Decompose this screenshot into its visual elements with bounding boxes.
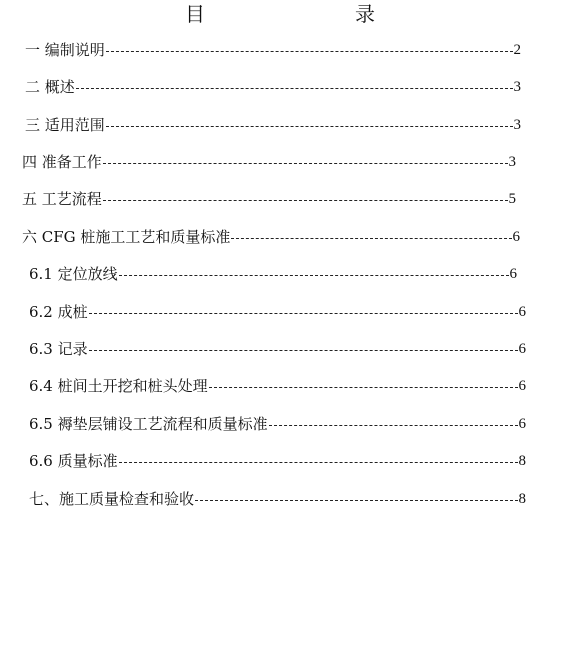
toc-entry-1[interactable] <box>25 38 521 62</box>
toc-leader <box>103 163 508 164</box>
toc-entry-12[interactable] <box>29 449 526 473</box>
toc-entry-page: 2 <box>513 42 521 58</box>
toc-entry-label: 七、施工质量检查和验收 <box>29 490 195 508</box>
toc-entry-page: 6 <box>509 266 517 282</box>
toc-entry-label: 四 准备工作 <box>22 153 102 171</box>
toc-entry-label: 6.4 桩间土开挖和桩头处理 <box>29 377 208 395</box>
toc-entry-page: 3 <box>508 154 516 170</box>
toc-leader <box>195 500 517 501</box>
toc-leader <box>119 275 509 276</box>
toc-entry-page: 8 <box>518 453 526 469</box>
toc-leader <box>76 88 513 89</box>
toc-leader <box>231 238 511 239</box>
toc-entry-page: 6 <box>518 416 526 432</box>
toc-entry-2[interactable] <box>25 75 521 99</box>
toc-entry-label: 二 概述 <box>25 78 75 96</box>
toc-entry-13[interactable] <box>29 487 526 511</box>
toc-leader <box>106 51 513 52</box>
toc-entry-label: 6.5 褥垫层铺设工艺流程和质量标准 <box>29 415 268 433</box>
toc-entry-4[interactable] <box>22 150 516 174</box>
toc-entry-9[interactable] <box>29 337 526 361</box>
toc-leader <box>119 462 518 463</box>
toc-title-char-2: 录 <box>355 2 375 26</box>
toc-leader <box>269 425 518 426</box>
toc-title-char-1: 目 <box>185 2 205 26</box>
toc-leader <box>89 350 518 351</box>
toc-entry-page: 6 <box>518 378 526 394</box>
toc-entry-page: 6 <box>518 341 526 357</box>
toc-title <box>0 2 583 26</box>
toc-entry-11[interactable] <box>29 412 526 436</box>
toc-entry-label: 六 CFG 桩施工工艺和质量标准 <box>22 228 231 246</box>
toc-entry-label: 6.6 质量标准 <box>29 452 118 470</box>
toc-leader <box>209 387 518 388</box>
toc-entry-8[interactable] <box>29 300 526 324</box>
toc-entry-page: 6 <box>512 229 520 245</box>
toc-entry-page: 6 <box>518 304 526 320</box>
toc-entry-label: 6.2 成桩 <box>29 303 88 321</box>
toc-entry-10[interactable] <box>29 374 526 398</box>
toc-entry-7[interactable] <box>29 262 517 286</box>
toc-entry-label: 一 编制说明 <box>25 41 105 59</box>
toc-entry-6[interactable] <box>22 225 520 249</box>
toc-leader <box>89 313 518 314</box>
toc-entry-page: 8 <box>518 491 526 507</box>
toc-entry-3[interactable] <box>25 113 521 137</box>
toc-entry-page: 3 <box>513 79 521 95</box>
toc-entry-label: 6.3 记录 <box>29 340 88 358</box>
toc-leader <box>106 126 513 127</box>
toc-entry-label: 三 适用范围 <box>25 116 105 134</box>
toc-entry-page: 3 <box>513 117 521 133</box>
toc-entry-label: 五 工艺流程 <box>22 190 102 208</box>
toc-entry-5[interactable] <box>22 187 516 211</box>
toc-leader <box>103 200 508 201</box>
toc-entry-page: 5 <box>508 191 516 207</box>
toc-entry-label: 6.1 定位放线 <box>29 265 118 283</box>
